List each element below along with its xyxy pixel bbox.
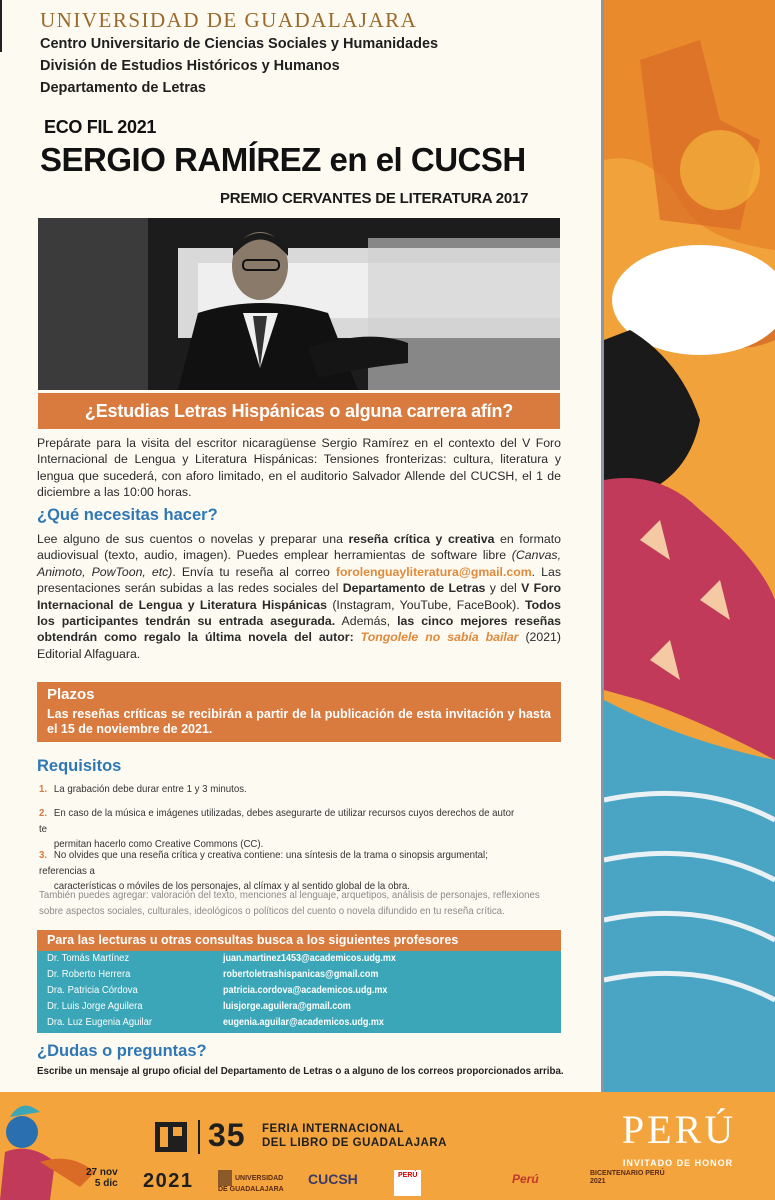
what-to-do-paragraph: Lee alguno de sus cuentos o novelas y preparar una reseña crítica y creativa en formato audiovisual (texto, audio, imagen). Puedes emplear herramientas de software libre (Canvas, Animoto, PowToon, etc). Envía tu reseña al correo forolenguayliteratura@gmail.com. Las presentaciones serán subidas a las redes sociales del Departamento de Letras y del V Foro Internacional de Lengua y Literatura Hispánicas (Instagram, YouTube, FaceBook). Todos los participantes tendrán su entrada asegurada. Además, las cinco mejores reseñas obtendrán como regalo la última novela del autor: Tongolele no sabía bailar (2021) Editorial Alfaguara. bbox=[37, 532, 561, 661]
submission-email-link[interactable]: forolenguayliteratura@gmail.com bbox=[335, 564, 532, 579]
fil-edition-number: 35 bbox=[208, 1117, 246, 1153]
fil-logo-icon bbox=[155, 1122, 187, 1152]
requirements-heading: Requisitos bbox=[37, 757, 122, 775]
guest-country: PERÚ bbox=[621, 1107, 737, 1152]
contact-email[interactable]: luisjorge.aguilera@gmail.com bbox=[223, 1001, 351, 1012]
award-subtitle: PREMIO CERVANTES DE LITERATURA 2017 bbox=[220, 190, 529, 207]
university-name: UNIVERSIDAD DE GUADALAJARA bbox=[40, 8, 418, 32]
event-title: SERGIO RAMÍREZ en el CUCSH bbox=[40, 141, 526, 178]
event-kicker: ECO FIL 2021 bbox=[44, 117, 157, 137]
division-name: División de Estudios Históricos y Humanos bbox=[40, 58, 340, 74]
requirement-item: 3. No olvides que una reseña crítica y creativa contiene: una síntesis de la trama o sinopsis argumental; referencias a características o móviles de los personajes, al clímax y al sentido global de la obra. bbox=[39, 850, 488, 892]
requirement-item: 1. La grabación debe durar entre 1 y 3 minutos. bbox=[39, 784, 247, 795]
intro-paragraph: Prepárate para la visita del escritor nicaragüense Sergio Ramírez en el contexto del V Foro Internacional de Lengua y Literatura Hispánicas: Tensiones fronterizas: cultura, literatura y lengua que sucederá, con aforo limitado, en el auditorio Salvador Allende del CUCSH, el 1 de diciembre a las 10:00 horas. bbox=[37, 436, 561, 500]
question-banner: ¿Estudias Letras Hispánicas o alguna carrera afín? bbox=[38, 393, 560, 429]
guest-label: INVITADO DE HONOR bbox=[622, 1158, 734, 1168]
contact-row: Dr. Luis Jorge Aguilera luisjorge.aguilera@gmail.com bbox=[47, 1001, 351, 1012]
contact-email[interactable]: eugenia.aguilar@academicos.udg.mx bbox=[223, 1017, 384, 1028]
contact-row: Dr. Roberto Herrera robertoletrashispanicas@gmail.com bbox=[47, 969, 379, 980]
book-title: Tongolele no sabía bailar bbox=[360, 630, 519, 645]
fil-separator bbox=[198, 1120, 200, 1154]
marca-peru-logo: Perú bbox=[512, 1172, 539, 1186]
center-name: Centro Universitario de Ciencias Sociales y Humanidades bbox=[40, 36, 439, 52]
what-to-do-heading: ¿Qué necesitas hacer? bbox=[37, 506, 218, 524]
contact-email[interactable]: juan.martinez1453@academicos.udg.mx bbox=[223, 953, 396, 964]
peru-gov-logo: PERÚ bbox=[394, 1170, 421, 1196]
udg-logo: UNIVERSIDAD DE GUADALAJARA bbox=[218, 1170, 288, 1192]
optional-additions: También puedes agregar: valoración del texto, menciones al lenguaje, arquetipos, análisis de personajes, reflexiones sobre aspectos sociales, culturales, ideológicos o políticos del cuento o novela difundido en tu reseña crítica. bbox=[39, 890, 540, 917]
contacts-table bbox=[37, 930, 561, 1033]
fil-name: FERIA INTERNACIONAL DEL LIBRO DE GUADALAJARA bbox=[262, 1123, 447, 1149]
department-name: Departamento de Letras bbox=[40, 80, 206, 96]
deadline-heading: Plazos bbox=[47, 686, 95, 703]
questions-text: Escribe un mensaje al grupo oficial del Departamento de Letras o a alguno de los correos proporcionados arriba. bbox=[37, 1066, 564, 1077]
cucsh-logo: CUCSH bbox=[308, 1171, 358, 1187]
questions-heading: ¿Dudas o preguntas? bbox=[37, 1042, 207, 1060]
contact-row: Dra. Luz Eugenia Aguilar eugenia.aguilar@academicos.udg.mx bbox=[47, 1017, 384, 1028]
fair-year: 2021 bbox=[143, 1170, 194, 1192]
contacts-heading: Para las lecturas u otras consultas busca a los siguientes profesores bbox=[37, 930, 561, 951]
deadline-text: Las reseñas críticas se recibirán a partir de la publicación de esta invitación y hasta el 15 de noviembre de 2021. bbox=[47, 707, 551, 736]
author-photo bbox=[38, 218, 560, 390]
deadline-box bbox=[37, 682, 561, 742]
requirement-item: 2. En caso de la música e imágenes utilizadas, debes asegurarte de utilizar recursos cuyos derechos de autor te permitan hacerlo como Creative Commons (CC). bbox=[39, 808, 515, 850]
contact-row: Dra. Patricia Córdova patricia.cordova@academicos.udg.mx bbox=[47, 985, 388, 996]
fair-dates: 27 nov 5 dic bbox=[86, 1167, 118, 1189]
bicentenario-logo: BICENTENARIO PERÚ 2021 bbox=[590, 1170, 665, 1185]
contact-email[interactable]: robertoletrashispanicas@gmail.com bbox=[223, 969, 379, 980]
contact-row: Dr. Tomás Martínez juan.martinez1453@academicos.udg.mx bbox=[47, 953, 396, 964]
contact-email[interactable]: patricia.cordova@academicos.udg.mx bbox=[223, 985, 388, 996]
